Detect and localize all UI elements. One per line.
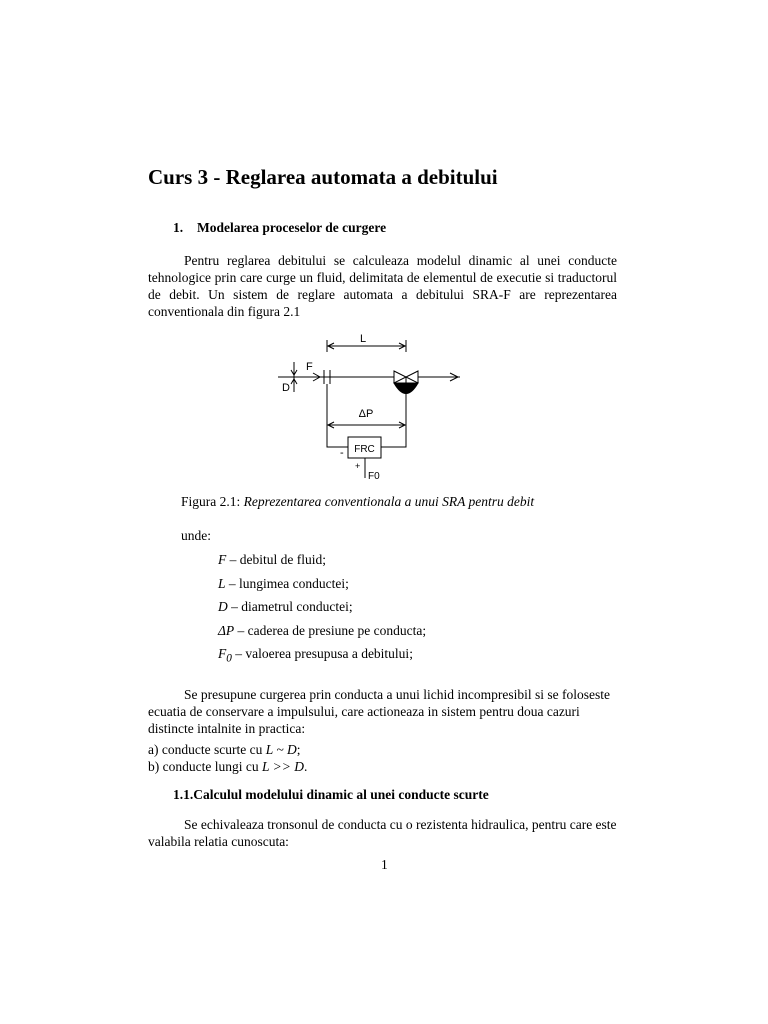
list-item: a) conducte scurte cu L ~ D;	[148, 742, 301, 757]
cases-list	[148, 741, 307, 775]
impulse-line-left	[327, 384, 348, 447]
label-plus: +	[355, 461, 361, 471]
list-item: D – diametrul conductei;	[218, 599, 353, 614]
paragraph-assumption	[148, 686, 617, 737]
section-heading-1	[173, 220, 386, 236]
list-item: F – debitul de fluid;	[218, 552, 326, 567]
definitions-list	[218, 551, 426, 669]
label-L: L	[359, 333, 367, 345]
figure-caption	[181, 494, 534, 510]
paragraph-equivalence	[148, 816, 617, 850]
paragraph-intro	[148, 252, 617, 320]
list-item: $F_0$ – valoerea presupusa a debitului;	[218, 646, 413, 665]
page-number: 1	[381, 857, 388, 872]
paragraph-equivalence-text: Se echivaleaza tronsonul de conducta cu o rezistenta hidraulica, pentru care este valabila relatia cunoscuta:	[148, 817, 617, 849]
paragraph-intro-text: Pentru reglarea debitului se calculeaza modelul dinamic al unei conducte tehnologice prin care curge un fluid, delimitata de elementul de executie si traductorul de debit. Un sistem de reglare automata a debitului SRA-F are reprezentarea conventionala din figura 2.1	[148, 253, 617, 319]
label-F: F	[306, 361, 313, 373]
section-number: 1.	[173, 220, 184, 235]
label-F0: F0	[368, 471, 380, 482]
flow-control-diagram	[270, 330, 470, 485]
list-item: L – lungimea conductei;	[218, 575, 349, 591]
subsection-heading-1-1	[173, 787, 489, 803]
paragraph-assumption-text: Se presupune curgerea prin conducta a unui lichid incompresibil si se foloseste ecuatia de conservare a impulsului, care actioneaza in sistem pentru doua cazuri distincte intalnite in practica:	[148, 687, 611, 736]
figure-caption-text: Reprezentarea conventionala a unui SRA pentru debit	[243, 494, 535, 509]
label-minus: -	[340, 447, 344, 459]
label-D: D	[282, 382, 290, 394]
section-title: Modelarea proceselor de curgere	[197, 220, 387, 235]
impulse-line-right	[381, 392, 406, 447]
page-title: Curs 3 - Reglarea automata a debitului	[148, 165, 498, 189]
label-frc: FRC	[354, 444, 375, 455]
list-item: ΔP – caderea de presiune pe conducta;	[218, 622, 427, 638]
list-item: b) conducte lungi cu L >> D.	[148, 759, 308, 774]
label-deltaP: ΔP	[358, 408, 374, 420]
subsection-title: Calculul modelului dinamic al unei conducte scurte	[193, 787, 489, 802]
figure-caption-prefix: Figura 2.1:	[181, 494, 241, 509]
subsection-number: 1.1.	[173, 787, 194, 802]
control-valve	[394, 371, 418, 394]
definitions-intro: unde:	[181, 528, 211, 543]
